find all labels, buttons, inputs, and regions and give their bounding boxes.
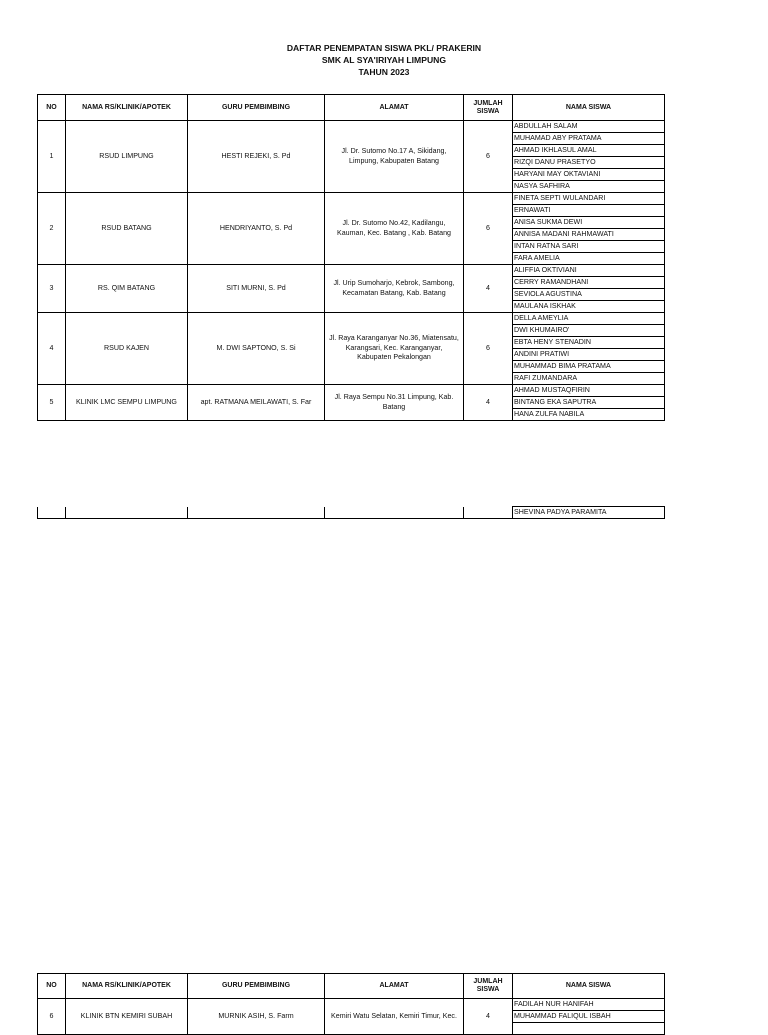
cell-jumlah: 6 [464,313,513,385]
cell-siswa: HANA ZULFA NABILA [513,409,665,421]
cell-siswa: SHEVINA PADYA PARAMITA [513,507,665,519]
cell-alamat: Jl. Raya Sempu No.31 Limpung, Kab. Batang [325,385,464,421]
cell-siswa: RAFI ZUMANDARA [513,373,665,385]
header-jumlah-line1: JUMLAH [473,978,503,985]
cell-siswa: NASYA SAFHIRA [513,181,665,193]
cell-siswa: FINETA SEPTI WULANDARI [513,193,665,205]
cell-no: 1 [38,121,66,193]
title-line-1: DAFTAR PENEMPATAN SISWA PKL/ PRAKERIN [286,43,482,53]
cell-jumlah: 6 [464,193,513,265]
cell-siswa: EBTA HENY STENADIN [513,337,665,349]
header-jumlah-line1: JUMLAH [473,99,503,107]
cell-no: 4 [38,313,66,385]
header-guru: GURU PEMBIMBING [188,974,325,999]
cell-tempat: RS. QIM BATANG [66,265,188,313]
continuation-table [37,506,665,519]
cell-tempat: KLINIK LMC SEMPU LIMPUNG [66,385,188,421]
cell-siswa: DWI KHUMAIRO' [513,325,665,337]
header-jumlah [464,974,513,999]
cell-siswa: HARYANI MAY OKTAVIANI [513,169,665,181]
header-siswa: NAMA SISWA [513,95,665,121]
cell-siswa [513,1023,665,1035]
cell-jumlah: 6 [464,121,513,193]
cell-guru: SITI MURNI, S. Pd [188,265,325,313]
cell-siswa: ANDINI PRATIWI [513,349,665,361]
table-row [38,121,665,133]
cell-guru: M. DWI SAPTONO, S. Si [188,313,325,385]
placement-table-page2 [37,973,665,1035]
placement-table [37,94,665,421]
cell-no: 5 [38,385,66,421]
cell-siswa: ABDULLAH SALAM [513,121,665,133]
table-row [38,313,665,325]
cell-no: 3 [38,265,66,313]
cell-siswa: ERNAWATI [513,205,665,217]
cell-siswa: DELLA AMEYLIA [513,313,665,325]
cell-jumlah: 4 [464,999,513,1035]
header-jumlah [464,95,513,121]
table-row [38,507,665,519]
cell-siswa: MUHAMMAD BIMA PRATAMA [513,361,665,373]
header-tempat: NAMA RS/KLINIK/APOTEK [66,974,188,999]
cell-alamat: Jl. Dr. Sutomo No.17 A, Sikidang, Limpung, Kabupaten Batang [325,121,464,193]
cell-jumlah: 4 [464,265,513,313]
header-siswa: NAMA SISWA [513,974,665,999]
cell-siswa: MUHAMMAD FALIQUL ISBAH [513,1011,665,1023]
header-alamat: ALAMAT [325,974,464,999]
cell-guru: apt. RATMANA MEILAWATI, S. Far [188,385,325,421]
header-no: NO [38,95,66,121]
header-jumlah-line2: SISWA [476,986,500,993]
cell-empty [38,507,66,519]
cell-tempat: KLINIK BTN KEMIRI SUBAH [66,999,188,1035]
cell-no: 2 [38,193,66,265]
cell-empty [464,507,513,519]
cell-siswa: ALIFFIA OKTIVIANI [513,265,665,277]
header-no: NO [38,974,66,999]
header-tempat: NAMA RS/KLINIK/APOTEK [66,95,188,121]
cell-siswa: RIZQI DANU PRASETYO [513,157,665,169]
cell-alamat: Jl. Raya Karanganyar No.36, Miatensatu, Karangsari, Kec. Karanganyar, Kabupaten Pekalongan [325,313,464,385]
cell-siswa: ANNISA MADANI RAHMAWATI [513,229,665,241]
cell-alamat: Kemiri Watu Selatan, Kemiri Timur, Kec. [325,999,464,1035]
cell-jumlah: 4 [464,385,513,421]
cell-no: 6 [38,999,66,1035]
cell-empty [66,507,188,519]
table-row [38,385,665,397]
cell-siswa: CERRY RAMANDHANI [513,277,665,289]
cell-siswa: AHMAD IKHLASUL AMAL [513,145,665,157]
cell-guru: HESTI REJEKI, S. Pd [188,121,325,193]
header-guru: GURU PEMBIMBING [188,95,325,121]
table-row [38,193,665,205]
cell-guru: HENDRIYANTO, S. Pd [188,193,325,265]
header-jumlah-line2: SISWA [476,107,500,115]
cell-alamat: Jl. Dr. Sutomo No.42, Kadilangu, Kauman, Kec. Batang , Kab. Batang [325,193,464,265]
cell-tempat: RSUD BATANG [66,193,188,265]
title-line-3: TAHUN 2023 [358,67,410,77]
cell-empty [325,507,464,519]
cell-tempat: RSUD LIMPUNG [66,121,188,193]
cell-siswa: AHMAD MUSTAQFIRIN [513,385,665,397]
cell-tempat: RSUD KAJEN [66,313,188,385]
table-row [38,999,665,1011]
document-title [0,42,768,78]
cell-guru: MURNIK ASIH, S. Farm [188,999,325,1035]
cell-siswa: MUHAMAD ABY PRATAMA [513,133,665,145]
cell-siswa: FADILAH NUR HANIFAH [513,999,665,1011]
title-line-2: SMK AL SYA'IRIYAH LIMPUNG [321,55,447,65]
cell-siswa: MAULANA ISKHAK [513,301,665,313]
cell-empty [188,507,325,519]
cell-siswa: INTAN RATNA SARI [513,241,665,253]
header-alamat: ALAMAT [325,95,464,121]
cell-siswa: ANISA SUKMA DEWI [513,217,665,229]
cell-siswa: SEVIOLA AGUSTINA [513,289,665,301]
cell-alamat: Jl. Urip Sumoharjo, Kebrok, Sambong, Kecamatan Batang, Kab. Batang [325,265,464,313]
table-row [38,265,665,277]
cell-siswa: BINTANG EKA SAPUTRA [513,397,665,409]
cell-siswa: FARA AMELIA [513,253,665,265]
